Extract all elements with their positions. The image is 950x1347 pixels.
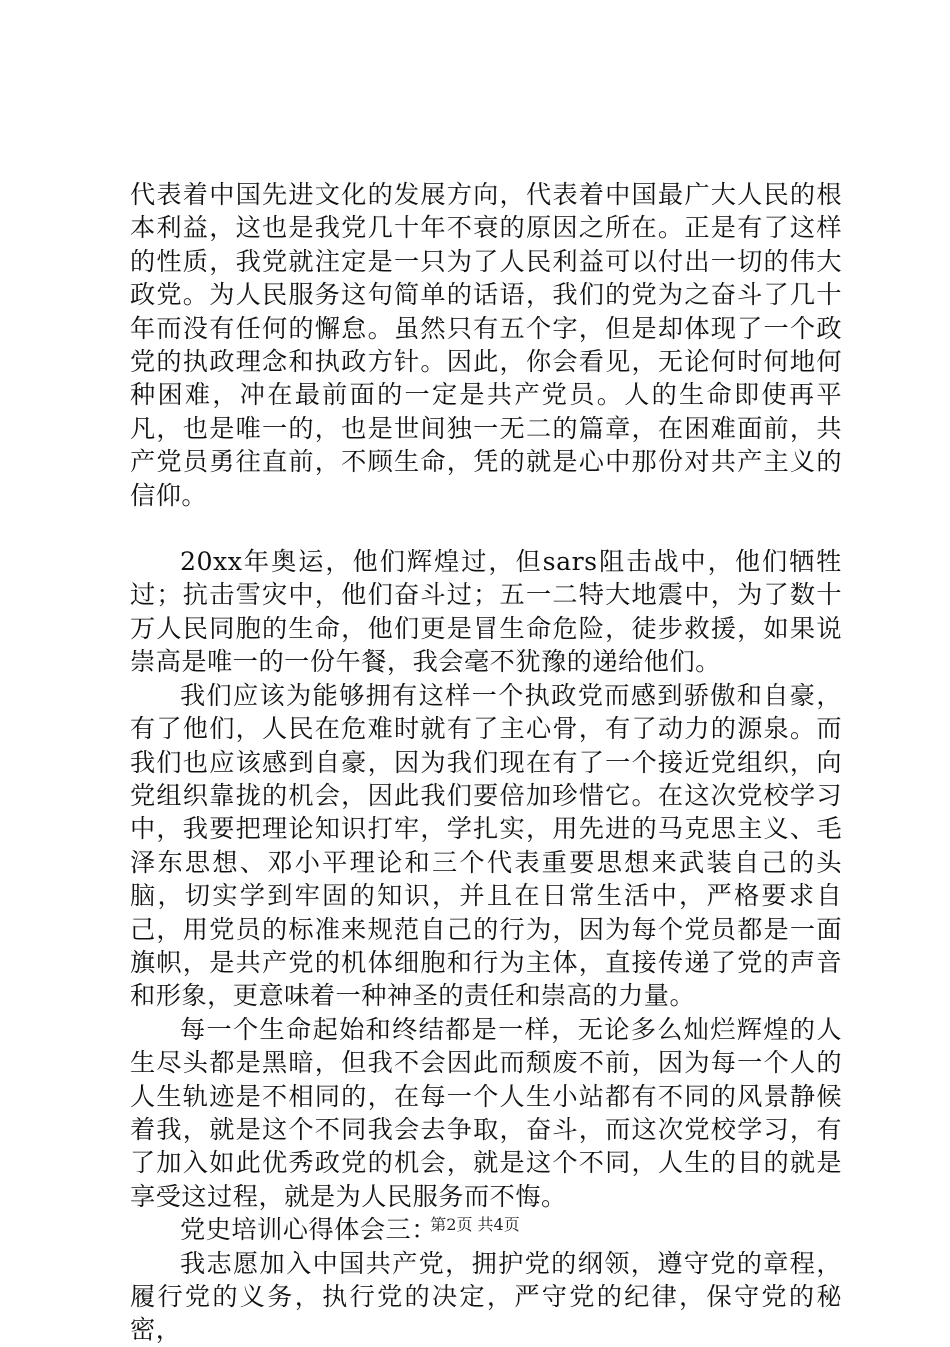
paragraph-olympics-sars: 20xx年奥运，他们辉煌过，但sars阻击战中，他们牺牲过；抗击雪灾中，他们奋斗过；五一二特大地震中，为了数十万人民同胞的生命，他们更是冒生命危险，徒步救援，如果说崇高是唯一的一份午餐，我会毫不犹豫的递给他们。 bbox=[130, 547, 842, 677]
paragraph-pride-study: 我们应该为能够拥有这样一个执政党而感到骄傲和自豪，有了他们，人民在危难时就有了主心骨，有了动力的源泉。而我们也应该感到自豪，因为我们现在有了一个接近党组织，向党组织靠拢的机会，因此我们要倍加珍惜它。在这次党校学习中，我要把理论知识打牢，学扎实，用先进的马克思主义、毛泽东思想、邓小平理论和三个代表重要思想来武装自己的头脑，切实学到牢固的知识，并且在日常生活中，严格要求自己，用党员的标准来规范自己的行为，因为每个党员都是一面旗帜，是共产党的机体细胞和行为主体，直接传递了党的声音和形象，更意味着一种神圣的责任和崇高的力量。 bbox=[130, 680, 842, 1011]
page-number-footer: 第2页 共4页 bbox=[430, 1215, 520, 1234]
paragraph-party-oath: 我志愿加入中国共产党，拥护党的纲领，遵守党的章程，履行党的义务，执行党的决定，严守党的纪律，保守党的秘密， bbox=[130, 1248, 842, 1345]
paragraph-life-journey: 每一个生命起始和终结都是一样，无论多么灿烂辉煌的人生尽头都是黑暗，但我不会因此而颓废不前，因为每一个人的人生轨迹是不相同的，在每一个人生小站都有不同的风景静候着我，就是这个不同我会去争取，奋斗，而这次党校学习，有了加入如此优秀政党的机会，就是这个不同，人生的目的就是享受这过程，就是为人民服务而不悔。 bbox=[130, 1014, 842, 1211]
paragraph-party-nature: 代表着中国先进文化的发展方向，代表着中国最广大人民的根本利益，这也是我党几十年不衰的原因之所在。正是有了这样的性质，我党就注定是一只为了人民利益可以付出一切的伟大政党。为人民服务这句简单的话语，我们的党为之奋斗了几十年而没有任何的懈怠。虽然只有五个字，但是却体现了一个政党的执政理念和执政方针。因此，你会看见，无论何时何地何种困难，冲在最前面的一定是共产党员。人的生命即使再平凡，也是唯一的，也是世间独一无二的篇章，在困难面前，共产党员勇往直前，不顾生命，凭的就是心中那份对共产主义的信仰。 bbox=[130, 180, 842, 510]
section-heading-experience-three: 党史培训心得体会三： bbox=[180, 1215, 437, 1245]
document-body bbox=[130, 178, 842, 1347]
